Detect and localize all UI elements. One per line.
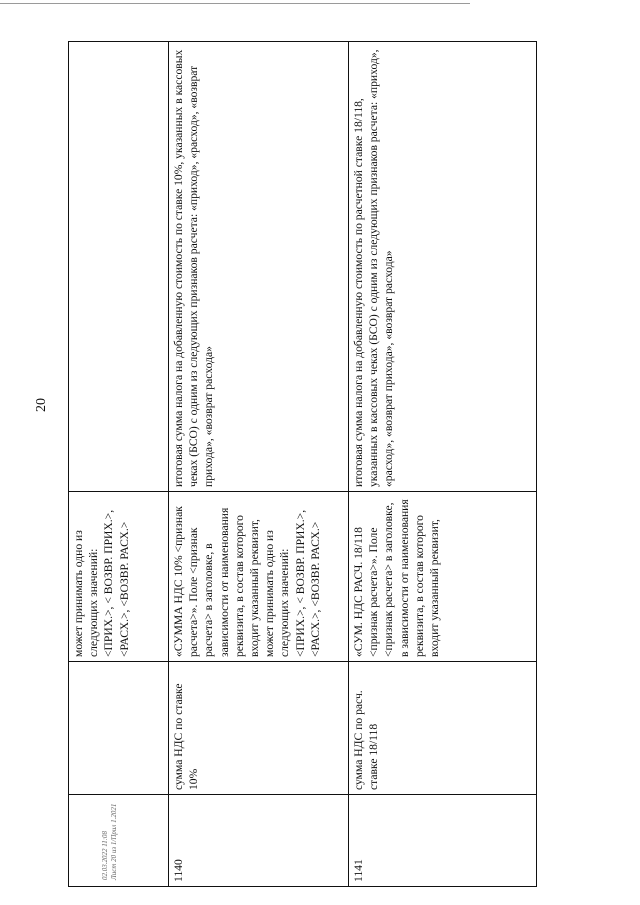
cell-description: итоговая сумма налога на добавленную стоимость по ставке 10%, указанных в кассовых чеках (БСО) с одним из следующих признаков расчета: «приход», «расход», «возврат прихода», «возврат расхода» [169, 42, 349, 492]
top-border-line [0, 3, 470, 4]
stamp-line: Лист 20 из 1/Прил 1.2021 [110, 803, 118, 880]
requisites-table [68, 41, 537, 887]
table-row [349, 42, 537, 887]
document-stamp [101, 804, 119, 880]
rotated-table-container [68, 42, 536, 887]
table-row [69, 42, 169, 887]
stamp-line: 02.03.2022 11:08 [101, 830, 109, 880]
cell-name: сумма НДС по ставке 10% [169, 662, 349, 795]
cell-requisite: может принимать одно из следующих значений: <ПРИХ.>, < ВОЗВР. ПРИХ.>, <РАСХ.>, <ВОЗВР. РАСХ.> [69, 492, 169, 662]
cell-description [69, 42, 169, 492]
cell-requisite: «СУММА НДС 10% <признак расчета>». Поле <признак расчета> в заголовке, в зависимости от наименования реквизита, в состав которого входит указанный реквизит, может принимать одно из следующих значений: <ПРИХ.>, < ВОЗВР. ПРИХ.>, <РАСХ.>, <ВОЗВР. РАСХ.> [169, 492, 349, 662]
cell-description: итоговая сумма налога на добавленную стоимость по расчетной ставке 18/118, указанных в кассовых чеках (БСО) с одним из следующих признаков расчета: «приход», «расход», «возврат прихода», «возврат расхода» [349, 42, 537, 492]
cell-code: 1141 [349, 795, 537, 887]
cell-name [69, 662, 169, 795]
page-number: 20 [34, 398, 49, 412]
table-row [169, 42, 349, 887]
cell-name: сумма НДС по расч. ставке 18/118 [349, 662, 537, 795]
cell-code: 1140 [169, 795, 349, 887]
cell-requisite: «СУМ. НДС РАСЧ. 18/118 <признак расчета>». Поле <признак расчета> в заголовке, в зависимости от наименования реквизита, в состав которого входит указанный реквизит, [349, 492, 537, 662]
